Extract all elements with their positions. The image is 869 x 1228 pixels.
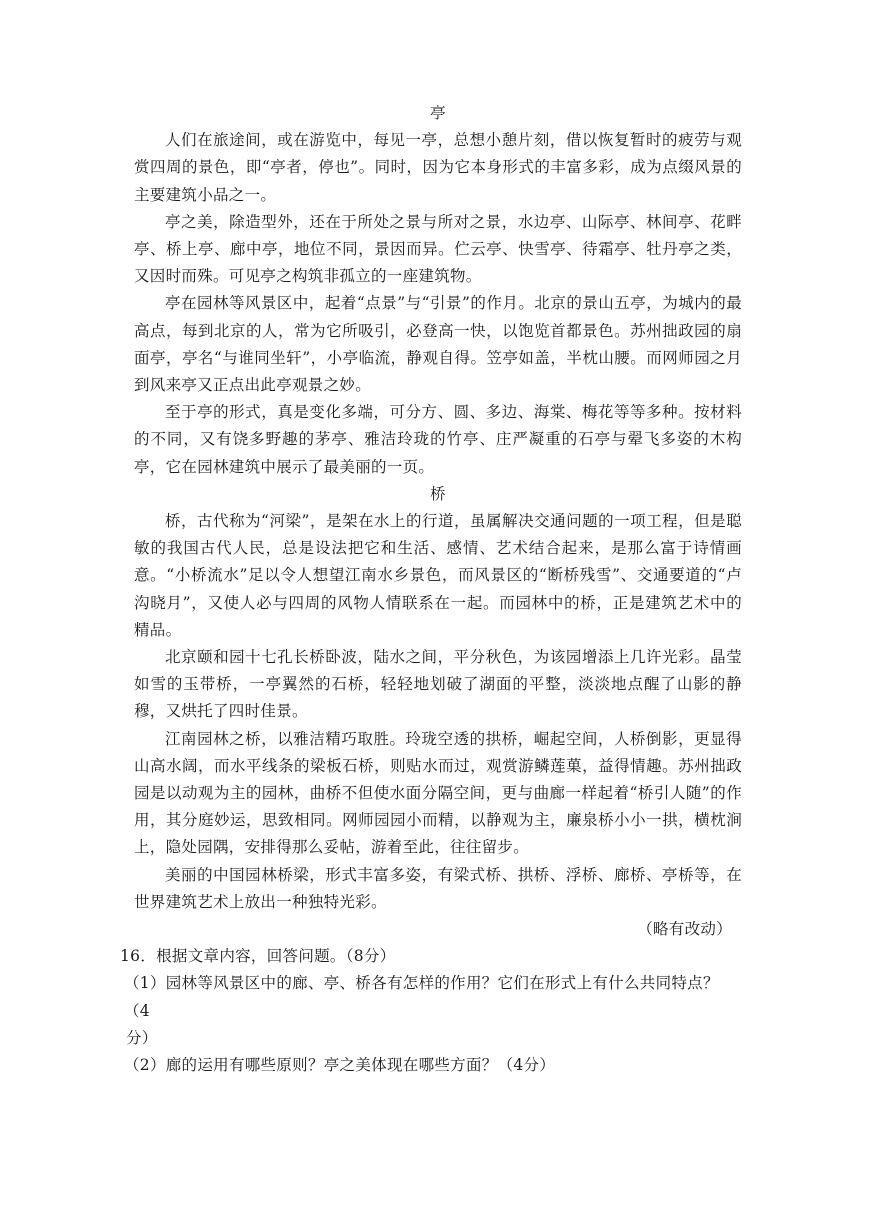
section-title-bridge: 桥 <box>430 484 446 503</box>
sub-question-1 <box>124 970 738 1052</box>
bridge-paragraph-4: 美丽的中国园林桥梁，形式丰富多姿，有梁式桥、拱桥、浮桥、廊桥、亭桥等，在世界建筑艺术上放出一种独特光彩。 <box>134 865 742 911</box>
bridge-paragraph-3: 江南园林之桥，以雅洁精巧取胜。玲珑空透的拱桥，崛起空间，人桥倒影，更显得山高水阔，而水平线条的梁板石桥，则贴水而过，观赏游鳞莲菓，益得情趣。苏州拙政园是以动观为主的园林，曲桥不但使水面分隔空间，更与曲廊一样起着“桥引人随”的作用，其分庭妙运，思致相同。网师园园小而精，以静观为主，廉泉桥小小一拱，横枕涧上，隐处园隅，安排得那么妥帖，游着至此，往往留步。 <box>134 729 742 857</box>
bridge-paragraph-2: 北京颐和园十七孔长桥卧波，陆水之间，平分秋色，为该园增添上几许光彩。晶莹如雪的玉带桥，一亭翼然的石桥，轻轻地划破了湖面的平整，淡淡地点醒了山影的静穆，又烘托了四时佳景。 <box>134 648 742 721</box>
pavilion-paragraph-4: 至于亭的形式，真是变化多端，可分方、圆、多边、海棠、梅花等等多种。按材料的不同，又有饶多野趣的茅亭、雅洁玲珑的竹亭、庄严凝重的石亭与翚飞多姿的木构亭，它在园林建筑中展示了最美丽的一页。 <box>134 403 742 476</box>
document-page <box>120 100 742 1079</box>
question-header: 16．根据文章内容，回答问题。（8分） <box>120 947 396 966</box>
source-note: （略有改动） <box>637 920 732 939</box>
sub-question-1-line-1: （1）园林等风景区中的廊、亭、桥各有怎样的作用？它们在形式上有什么共同特点？（4 <box>124 974 719 1020</box>
sub-question-1-line-2: 分） <box>126 1028 158 1047</box>
section-title-pavilion: 亭 <box>430 104 446 122</box>
pavilion-paragraph-1: 人们在旅途间，或在游览中，每见一亭，总想小憩片刻，借以恢复暂时的疲劳与观赏四周的景色，即“亭者，停也”。同时，因为它本身形式的丰富多彩，成为点缀风景的主要建筑小品之一。 <box>134 131 742 204</box>
bridge-paragraph-1: 桥，古代称为“河梁”，是架在水上的行道，虽属解决交通问题的一项工程，但是聪敏的我国古代人民，总是设法把它和生活、感情、艺术结合起来，是那么富于诗情画意。“小桥流水”足以令人想望江南水乡景色，而风景区的“断桥残雪”、交通要道的“卢沟晓月”，又使人必与四周的风物人情联系在一起。而园林中的桥，正是建筑艺术中的精品。 <box>134 512 742 639</box>
sub-question-2: （2）廊的运用有哪些原则？亭之美体现在哪些方面？（4分） <box>124 1056 556 1075</box>
pavilion-paragraph-3: 亭在园林等风景区中，起着“点景”与“引景”的作月。北京的景山五亭，为城内的最高点，每到北京的人，常为它所吸引，必登高一快，以饱览首都景色。苏州拙政园的扇面亭，亭名“与谁同坐轩”，小亭临流，静观自得。笠亭如盖，半枕山腰。而网师园之月到风来亭又正点出此亭观景之妙。 <box>134 294 742 395</box>
pavilion-paragraph-2: 亭之美，除造型外，还在于所处之景与所对之景，水边亭、山际亭、林间亭、花畔亭、桥上亭、廊中亭，地位不同，景因而异。伫云亭、快雪亭、待霜亭、牡丹亭之类，又因时而殊。可见亭之构筑非孤立的一座建筑物。 <box>134 212 742 286</box>
